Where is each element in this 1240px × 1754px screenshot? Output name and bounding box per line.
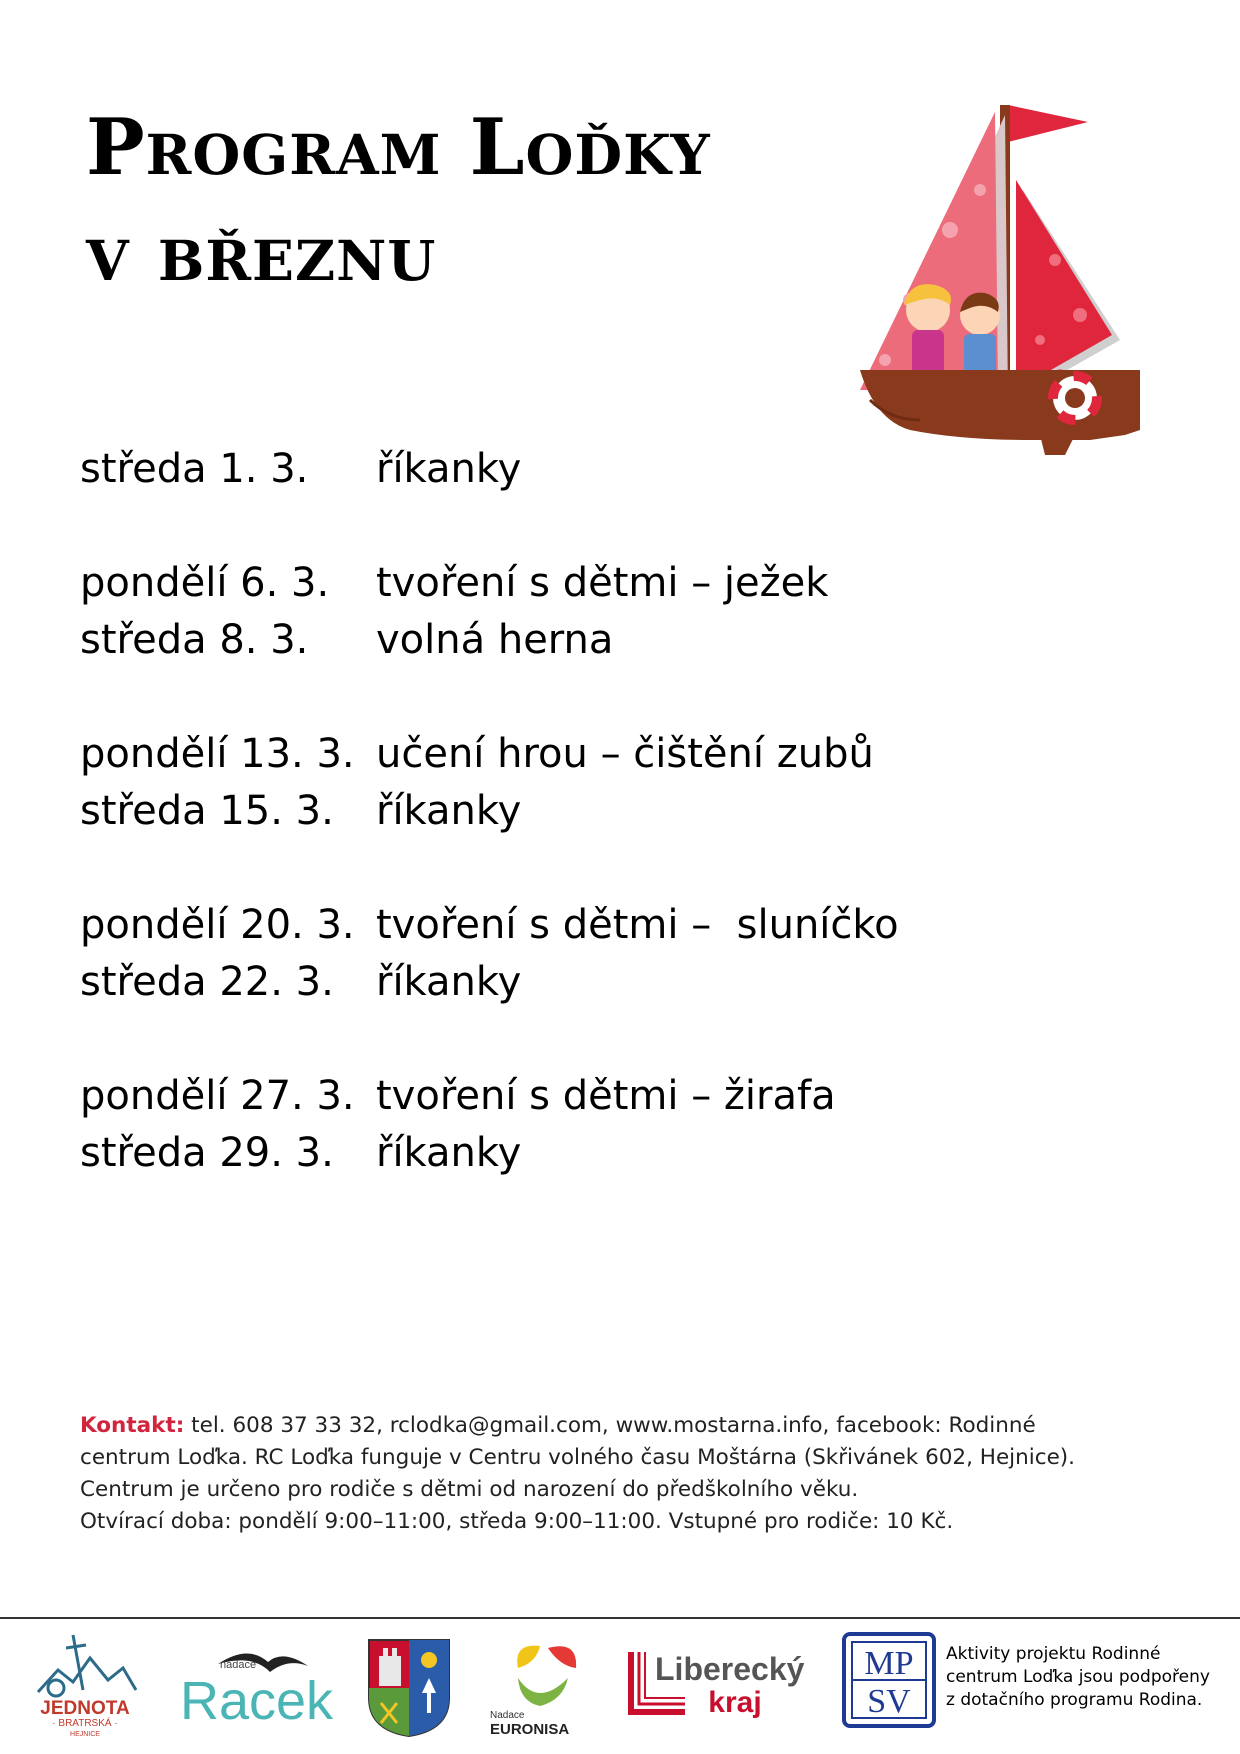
support-line-1: Aktivity projektu Rodinné <box>946 1644 1161 1664</box>
schedule-row <box>80 554 899 611</box>
schedule-row <box>80 1124 899 1181</box>
contact-line-4: Otvírací doba: pondělí 9:00–11:00, středa 9:00–11:00. Vstupné pro rodiče: 10 Kč. <box>80 1509 954 1534</box>
schedule-day: pondělí 27. 3. <box>80 1072 355 1119</box>
racek-logo <box>178 1644 338 1734</box>
schedule-activity: říkanky <box>376 445 522 492</box>
page-title <box>86 95 711 307</box>
mpsv-bottom: SV <box>867 1683 911 1720</box>
footer-divider <box>0 1617 1240 1619</box>
hejnice-coat-of-arms <box>367 1638 451 1738</box>
contact-line-1: tel. 608 37 33 32, rclodka@gmail.com, www.mostarna.info, facebook: Rodinné <box>184 1413 1036 1438</box>
support-line-3: z dotačního programu Rodina. <box>946 1690 1203 1710</box>
schedule-day: pondělí 13. 3. <box>80 730 355 777</box>
jednota-logo <box>28 1630 143 1740</box>
title-line-2: v březnu <box>86 208 437 299</box>
schedule-row <box>80 611 899 668</box>
schedule-activity: učení hrou – čištění zubů <box>376 730 874 777</box>
title-line-1: Program Loďky <box>86 102 711 193</box>
contact-line-3: Centrum je určeno pro rodiče s dětmi od narození do předškolního věku. <box>80 1477 859 1502</box>
schedule-row <box>80 953 899 1010</box>
racek-small: nadace <box>220 1659 257 1671</box>
liberecky-kraj-logo <box>625 1642 815 1732</box>
mpsv-top: MP <box>864 1645 914 1682</box>
euronisa-small: Nadace <box>490 1710 525 1721</box>
euronisa-logo <box>488 1638 598 1743</box>
contact-line-2: centrum Loďka. RC Loďka funguje v Centru volného času Moštárna (Skřivánek 602, Hejnice). <box>80 1445 1076 1470</box>
schedule-day: středa 15. 3. <box>80 787 334 834</box>
schedule-row <box>80 1067 899 1124</box>
mpsv-logo <box>842 1632 936 1728</box>
schedule-activity: říkanky <box>376 1129 522 1176</box>
schedule-day: pondělí 20. 3. <box>80 901 355 948</box>
jednota-name: JEDNOTA <box>40 1698 130 1719</box>
schedule-day: středa 29. 3. <box>80 1129 334 1176</box>
schedule-activity: říkanky <box>376 958 522 1005</box>
support-line-2: centrum Loďka jsou podpořeny <box>946 1667 1210 1687</box>
schedule-activity: tvoření s dětmi – žirafa <box>376 1072 836 1119</box>
schedule-activity: tvoření s dětmi – sluníčko <box>376 901 899 948</box>
racek-name: Racek <box>180 1671 334 1731</box>
jednota-place: HEJNICE <box>70 1731 100 1738</box>
schedule-row <box>80 725 899 782</box>
contact-label: Kontakt: <box>80 1413 185 1438</box>
liberecky-line2: kraj <box>708 1686 762 1719</box>
schedule-activity: říkanky <box>376 787 522 834</box>
jednota-sub: · BRATRSKÁ · <box>52 1718 118 1729</box>
contact-info <box>80 1410 1160 1538</box>
euronisa-name: EURONISA <box>490 1721 570 1738</box>
schedule-row <box>80 896 899 953</box>
support-note <box>946 1643 1236 1712</box>
schedule-activity: volná herna <box>376 616 614 663</box>
schedule-activity: tvoření s dětmi – ježek <box>376 559 829 606</box>
schedule-list <box>80 440 899 1181</box>
schedule-day: středa 8. 3. <box>80 616 309 663</box>
schedule-day: středa 1. 3. <box>80 445 309 492</box>
schedule-day: pondělí 6. 3. <box>80 559 330 606</box>
schedule-row <box>80 782 899 839</box>
liberecky-line1: Liberecký <box>655 1651 805 1687</box>
schedule-day: středa 22. 3. <box>80 958 334 1005</box>
schedule-row <box>80 440 899 497</box>
